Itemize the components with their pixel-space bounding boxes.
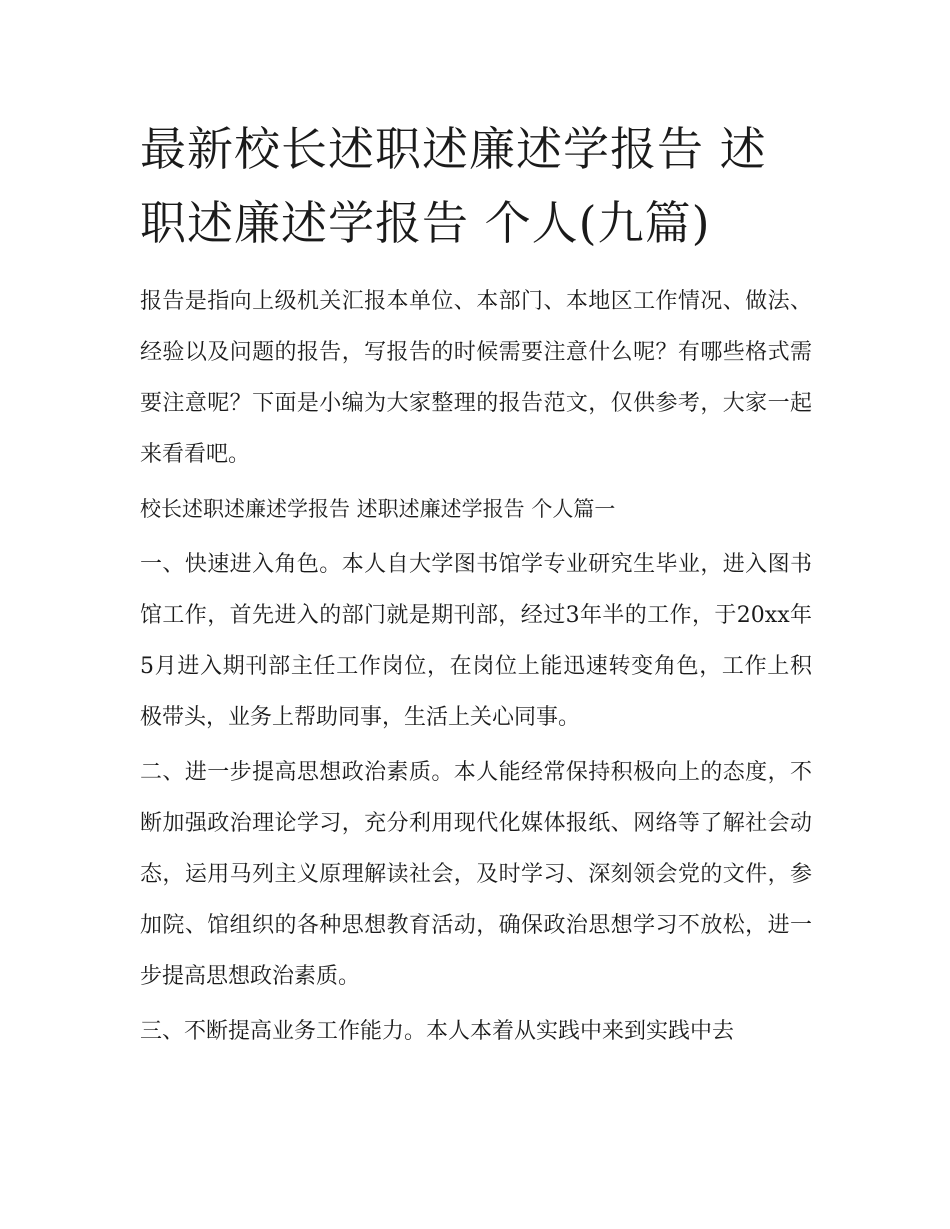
- body-paragraph-1: 一、快速进入角色。本人自大学图书馆学专业研究生毕业，进入图书馆工作，首先进入的部门就是期刊部，经过3年半的工作，于20xx年5月进入期刊部主任工作岗位，在岗位上能迅速转变角色，工作上积极带头，业务上帮助同事，生活上关心同事。: [140, 552, 812, 730]
- intro-paragraph: 报告是指向上级机关汇报本单位、本部门、本地区工作情况、做法、经验以及问题的报告，写报告的时候需要注意什么呢？有哪些格式需要注意呢？下面是小编为大家整理的报告范文，仅供参考，大家一起来看看吧。: [140, 289, 812, 467]
- document-page: [140, 112, 812, 1061]
- document-title: 最新校长述职述廉述学报告 述职述廉述学报告 个人(九篇): [140, 122, 767, 250]
- section-heading: 校长述职述廉述学报告 述职述廉述学报告 个人篇一: [140, 497, 616, 521]
- body-paragraph-2: 二、进一步提高思想政治素质。本人能经常保持积极向上的态度，不断加强政治理论学习，充分利用现代化媒体报纸、网络等了解社会动态，运用马列主义原理解读社会，及时学习、深刻领会党的文件，参加院、馆组织的各种思想教育活动，确保政治思想学习不放松，进一步提高思想政治素质。: [140, 760, 812, 989]
- body-paragraph-3: 三、不断提高业务工作能力。本人本着从实践中来到实践中去: [140, 1019, 735, 1044]
